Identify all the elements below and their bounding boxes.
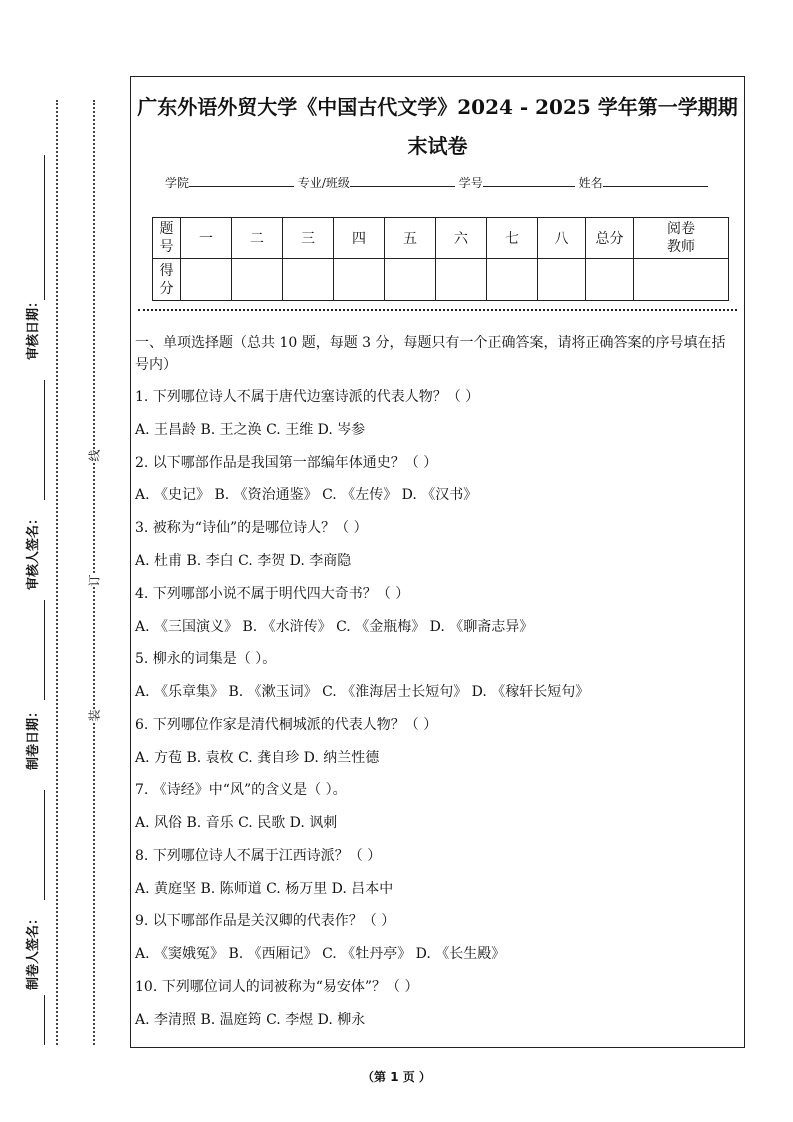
section-title: 一、单项选择题（总共 10 题，每题 3 分，每题只有一个正确答案，请将正确答案的序号填在括号内）	[135, 335, 726, 373]
question-6: 6. 下列哪位作家是清代桐城派的代表人物？（ ）	[135, 717, 438, 733]
page-number: （第 1 页 ）	[362, 1070, 431, 1084]
section-8-header: 八	[538, 218, 586, 259]
question-9-options: A. 《窦娥冤》 B. 《西厢记》 C. 《牡丹亭》 D. 《长生殿》	[135, 946, 506, 962]
name-label: 姓名	[578, 176, 603, 190]
name-field[interactable]	[603, 174, 708, 187]
section-6-header: 六	[436, 218, 487, 259]
college-label: 学院	[165, 176, 190, 190]
score-cell[interactable]	[487, 259, 538, 301]
reviewer-sign-line	[44, 380, 45, 500]
question-8: 8. 下列哪位诗人不属于江西诗派？（ ）	[135, 848, 382, 864]
question-number-label: 题 号	[153, 218, 181, 259]
question-10-options: A. 李清照 B. 温庭筠 C. 李煜 D. 柳永	[135, 1012, 366, 1028]
section-5-header: 五	[385, 218, 436, 259]
score-cell[interactable]	[232, 259, 283, 301]
section-1-header: 一	[181, 218, 232, 259]
cut-line-char-xian: 线	[84, 449, 105, 461]
total-score-header: 总分	[586, 218, 634, 259]
score-cell[interactable]	[334, 259, 385, 301]
maker-date-line	[44, 600, 45, 700]
student-info-row	[165, 174, 708, 191]
section-3-header: 三	[283, 218, 334, 259]
score-cell[interactable]	[181, 259, 232, 301]
section-7-header: 七	[487, 218, 538, 259]
maker-date-label: 制卷日期：	[26, 704, 41, 770]
question-4: 4. 下列哪部小说不属于明代四大奇书？（ ）	[135, 586, 410, 602]
binding-dotted-line-outer	[56, 100, 58, 1045]
exam-title-line1: 广东外语外贸大学《中国古代文学》2024 - 2025 学年第一学期期	[137, 95, 738, 119]
score-table-header-row	[153, 218, 729, 259]
question-8-options: A. 黄庭坚 B. 陈师道 C. 杨万里 D. 吕本中	[135, 881, 394, 897]
section-4-header: 四	[334, 218, 385, 259]
score-cell[interactable]	[538, 259, 586, 301]
question-5: 5. 柳永的词集是（ ）。	[135, 651, 277, 667]
score-cell[interactable]	[283, 259, 334, 301]
score-row-label: 得 分	[153, 259, 181, 301]
score-cell[interactable]	[385, 259, 436, 301]
question-3-options: A. 杜甫 B. 李白 C. 李贺 D. 李商隐	[135, 553, 352, 569]
question-9: 9. 以下哪部作品是关汉卿的代表作？（ ）	[135, 913, 396, 929]
binding-dotted-line-inner	[93, 100, 95, 1045]
question-2: 2. 以下哪部作品是我国第一部编年体通史？（ ）	[135, 455, 438, 471]
maker-sign-line	[44, 790, 45, 900]
grader-cell[interactable]	[634, 259, 729, 301]
question-6-options: A. 方苞 B. 袁枚 C. 龚自珍 D. 纳兰性德	[135, 750, 380, 766]
grader-header: 阅卷 教师	[634, 218, 729, 259]
question-5-options: A. 《乐章集》 B. 《漱玉词》 C. 《淮海居士长短句》 D. 《稼轩长短句》	[135, 684, 590, 700]
score-table	[152, 217, 729, 301]
maker-sign-line-bottom	[44, 995, 45, 1045]
seal-dotted-separator	[138, 309, 737, 311]
total-score-cell[interactable]	[586, 259, 634, 301]
question-4-options: A. 《三国演义》 B. 《水浒传》 C. 《金瓶梅》 D. 《聊斋志异》	[135, 619, 534, 635]
question-1: 1. 下列哪位诗人不属于唐代边塞诗派的代表人物？（ ）	[135, 389, 480, 405]
major-label: 专业/班级	[297, 176, 350, 190]
reviewer-sign-label: 审核人签名：	[26, 511, 41, 590]
question-7: 7. 《诗经》中“风”的含义是（ ）。	[135, 782, 347, 798]
question-10: 10. 下列哪位词人的词被称为“易安体”？（ ）	[135, 979, 419, 995]
question-7-options: A. 风俗 B. 音乐 C. 民歌 D. 讽刺	[135, 815, 338, 831]
reviewer-date-label: 审核日期：	[26, 294, 41, 360]
question-3: 3. 被称为“诗仙”的是哪位诗人？（ ）	[135, 520, 368, 536]
maker-sign-label: 制卷人签名：	[26, 911, 41, 990]
section-2-header: 二	[232, 218, 283, 259]
cut-line-char-zhuang: 装	[84, 709, 105, 721]
exam-title-line2: 末试卷	[407, 134, 468, 158]
question-1-options: A. 王昌龄 B. 王之涣 C. 王维 D. 岑参	[135, 422, 366, 438]
exam-frame	[130, 76, 745, 1048]
cut-line-char-ding: 订	[84, 574, 105, 586]
student-id-label: 学号	[458, 176, 483, 190]
score-cell[interactable]	[436, 259, 487, 301]
question-2-options: A. 《史记》 B. 《资治通鉴》 C. 《左传》 D. 《汉书》	[135, 487, 478, 503]
college-field[interactable]	[189, 174, 294, 187]
score-table-score-row	[153, 259, 729, 301]
major-field[interactable]	[350, 174, 455, 187]
student-id-field[interactable]	[483, 174, 575, 187]
reviewer-date-line	[44, 155, 45, 300]
